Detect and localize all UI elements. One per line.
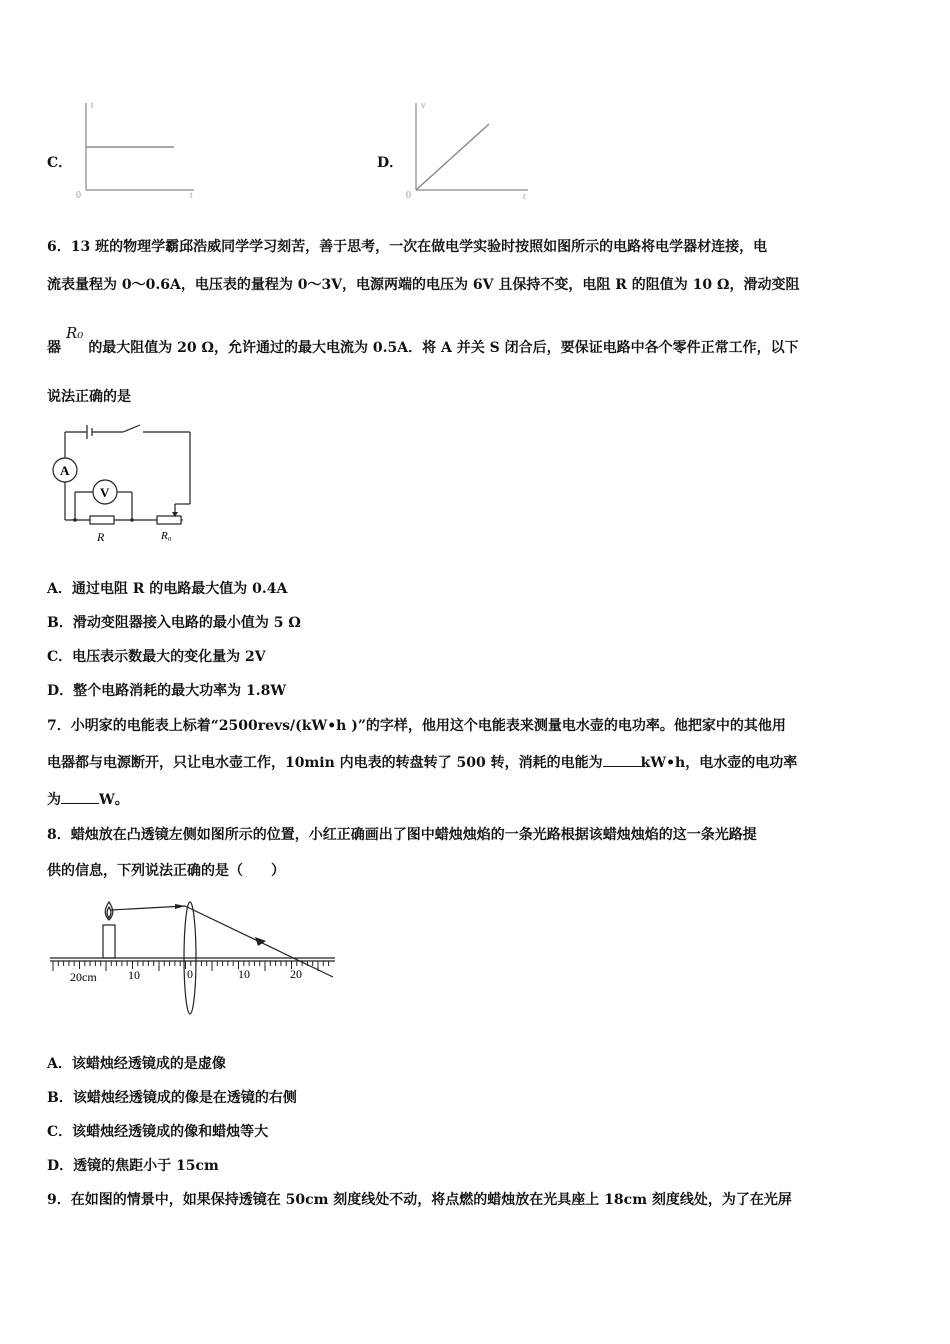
ammeter-label: A bbox=[60, 463, 70, 478]
q6-r0-symbol: R₀ bbox=[66, 324, 84, 342]
ruler-label-0: 0 bbox=[187, 967, 193, 981]
q8-option-b[interactable]: B．该蜡烛经透镜成的像是在透镜的右侧 bbox=[47, 1090, 297, 1106]
ruler-label-left-20: 20cm bbox=[70, 970, 97, 984]
graph-d-origin: 0 bbox=[406, 190, 411, 201]
q7-blank-power[interactable] bbox=[61, 791, 99, 804]
q6-line-1: 6．13 班的物理学霸邱浩威同学学习刻苦，善于思考，一次在做电学实验时按照如图所示的电路将电学器材连接，电 bbox=[47, 239, 768, 255]
q8-option-a[interactable]: A．该蜡烛经透镜成的是虚像 bbox=[47, 1056, 226, 1072]
q6-line-3-post: 的最大阻值为 20 Ω，允许通过的最大电流为 0.5A．将 A 并关 S 闭合后，要保证电路中各个零件正常工作，以下 bbox=[88, 340, 799, 356]
q8-line-1: 8．蜡烛放在凸透镜左侧如图所示的位置，小红正确画出了图中蜡烛烛焰的一条光路根据该蜡烛烛焰的这一条光路提 bbox=[47, 827, 757, 843]
q6-line-2: 流表量程为 0～0.6A，电压表的量程为 0～3V，电源两端的电压为 6V 且保持不变，电阻 R 的阻值为 10 Ω，滑动变阻 bbox=[47, 277, 800, 293]
candle-body bbox=[103, 925, 115, 958]
ruler-label-right-20: 20 bbox=[290, 967, 302, 981]
graph-d-y-axis-label: v bbox=[421, 100, 426, 110]
q7-blank-energy[interactable] bbox=[603, 754, 641, 767]
q7-line-2-mid: kW•h，电水壶的电功率 bbox=[640, 755, 798, 771]
q7-line-1: 7．小明家的电能表上标着“2500revs/(kW•h )”的字样，他用这个电能表来测量电水壶的电功率。他把家中的其他用 bbox=[47, 718, 786, 734]
graph-d bbox=[400, 95, 535, 205]
option-c-label: C． bbox=[47, 155, 73, 171]
q6-line-3 bbox=[47, 324, 799, 357]
q7-line-3 bbox=[47, 789, 129, 809]
ruler-label-right-10: 10 bbox=[238, 967, 250, 981]
q7-line-2-pre: 电器都与电源断开，只让电水壶工作，10min 内电表的转盘转了 500 转，消耗的电能为 bbox=[47, 755, 603, 771]
q6-option-c[interactable]: C．电压表示数最大的变化量为 2V bbox=[47, 649, 266, 665]
graph-c-origin: 0 bbox=[76, 190, 81, 201]
q6-option-d[interactable]: D．整个电路消耗的最大功率为 1.8W bbox=[47, 683, 287, 699]
voltmeter-label: V bbox=[100, 485, 110, 500]
resistor-r-label: R bbox=[97, 530, 105, 544]
incident-ray bbox=[111, 906, 185, 910]
q8-option-d[interactable]: D．透镜的焦距小于 15cm bbox=[47, 1158, 219, 1174]
lens-ray-diagram bbox=[45, 892, 340, 1020]
ruler-label-left-10: 10 bbox=[128, 968, 140, 982]
q9-line-1: 9．在如图的情景中，如果保持透镜在 50cm 刻度线处不动，将点燃的蜡烛放在光具座上 18cm 刻度线处，为了在光屏 bbox=[47, 1192, 792, 1208]
q7-line-3-pre: 为 bbox=[47, 792, 61, 808]
q6-line-4: 说法正确的是 bbox=[47, 389, 131, 405]
graph-d-x-axis-label: t bbox=[523, 191, 526, 201]
q6-option-b[interactable]: B．滑动变阻器接入电路的最小值为 5 Ω bbox=[47, 615, 301, 631]
q6-option-a[interactable]: A．通过电阻 R 的电路最大值为 0.4A bbox=[47, 581, 288, 597]
circuit-diagram bbox=[45, 422, 205, 550]
option-d-label: D． bbox=[377, 155, 404, 171]
graph-c-x-axis-label: t bbox=[190, 190, 193, 200]
q6-line-3-pre: 器 bbox=[47, 340, 61, 356]
graph-c bbox=[70, 95, 200, 205]
graph-c-y-axis-label: t bbox=[91, 100, 94, 110]
rheostat-r0-label: R₀ bbox=[161, 530, 172, 542]
q7-line-2 bbox=[47, 752, 797, 772]
q7-line-3-post: W。 bbox=[99, 792, 129, 808]
graph-d-linear-line bbox=[416, 124, 489, 190]
q8-line-2: 供的信息，下列说法正确的是（ ） bbox=[47, 863, 285, 879]
q8-option-c[interactable]: C．该蜡烛经透镜成的像和蜡烛等大 bbox=[47, 1124, 269, 1140]
